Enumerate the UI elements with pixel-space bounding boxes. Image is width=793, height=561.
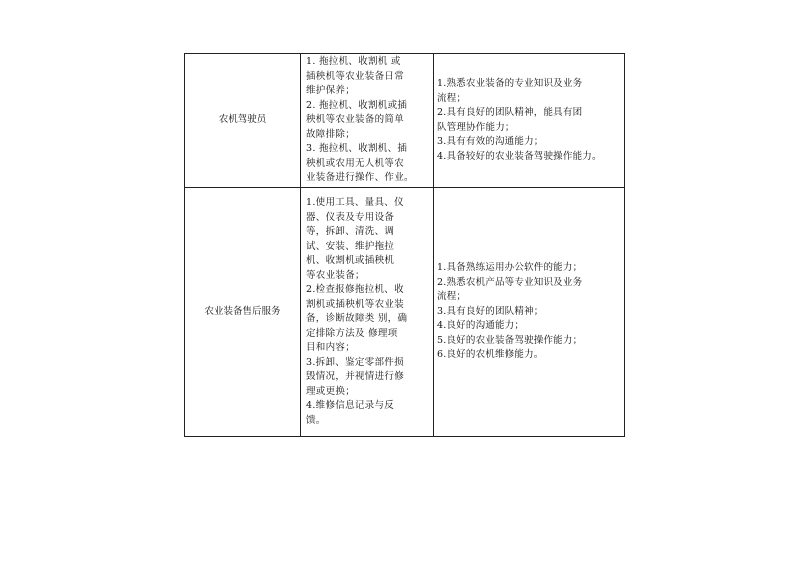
duty-line: 插秧机等农业装备日常: [306, 70, 405, 82]
duty-line: 割机或插秧机等农业装: [306, 298, 405, 310]
duty-line: 定排除方法及 修理项: [306, 327, 398, 339]
duty-line: 试、安装、维护拖拉: [306, 240, 395, 252]
duty-line: 3.拆卸、鉴定零部件损: [306, 356, 404, 368]
duty-line: 器、仪表及专用设备: [306, 211, 395, 223]
requirement-line: 3.具有良好的团队精神；: [437, 305, 544, 317]
requirement-line: 3.具有有效的沟通能力；: [437, 136, 544, 147]
duty-line: 备，诊断故障类 别，确: [306, 313, 408, 324]
job-title: 农业装备售后服务: [204, 305, 281, 317]
duty-line: 3. 拖拉机、收割机、插: [306, 143, 408, 155]
duty-line: 目和内容；: [306, 342, 356, 353]
duty-line: 维护保养；: [306, 85, 356, 97]
job-requirements-table: [184, 53, 625, 437]
duties-cell: [301, 54, 434, 188]
job-title-cell: [185, 188, 301, 437]
requirement-line: 2.熟悉农机产品等专业知识及业务: [437, 276, 583, 288]
requirement-line: 5.良好的农业装备驾驶操作能力；: [437, 334, 583, 346]
requirement-line: 流程；: [437, 92, 467, 104]
duty-line: 毁情况，并视情进行修: [306, 371, 405, 382]
job-title-cell: [185, 54, 301, 188]
job-title: 农机驾驶员: [218, 114, 267, 126]
duty-line: 4.维修信息记录与反: [306, 400, 395, 411]
requirement-line: 6.良好的农机维修能力。: [437, 349, 544, 361]
duty-line: 秧机或农用无人机等农: [306, 157, 405, 169]
duty-line: 等，拆卸、清洗、调: [306, 226, 395, 237]
requirement-line: 1.熟悉农业装备的专业知识及业务: [437, 78, 583, 89]
requirement-line: 2.具有良好的团队精神，能具有团: [437, 107, 583, 118]
duty-line: 等农业装备；: [306, 269, 365, 281]
duty-line: 1. 拖拉机、收割机 或: [306, 56, 401, 68]
duty-line: 业装备进行操作、作业。: [306, 172, 414, 184]
table-row: [185, 188, 625, 437]
duty-line: 秧机等农业装备的简单: [306, 114, 405, 126]
table-row: [185, 54, 625, 188]
duties-cell: [301, 188, 434, 437]
duty-line: 2. 拖拉机、收割机或插: [306, 99, 408, 111]
requirement-line: 队管理协作能力；: [437, 121, 515, 133]
requirement-line: 4.良好的沟通能力；: [437, 320, 525, 332]
requirements-cell: [434, 54, 625, 188]
requirement-line: 4.具备较好的农业装备驾驶操作能力。: [437, 150, 602, 162]
requirements-cell: [434, 188, 625, 437]
duty-line: 理或更换；: [306, 385, 356, 397]
duty-line: 2.检查报修拖拉机、收: [306, 284, 404, 295]
requirement-line: 1.具备熟练运用办公软件的能力；: [437, 262, 583, 274]
requirement-line: 流程；: [437, 291, 467, 303]
duty-line: 故障排除；: [306, 128, 356, 140]
duty-line: 1.使用工具、量具、仪: [306, 197, 404, 208]
duty-line: 馈。: [306, 414, 326, 426]
duty-line: 机、收割机或插秧机: [306, 255, 395, 266]
